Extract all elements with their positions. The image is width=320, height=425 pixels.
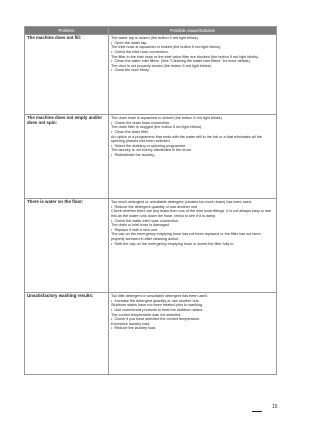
solution-bullet: • Close the door firmly.: [111, 68, 274, 73]
solution-bullet: • Check the drain hose connection.: [111, 121, 274, 126]
cause-text: The door is not properly closed (the button 5 red light blinks).: [111, 63, 212, 68]
troubleshooting-table: [24, 26, 277, 375]
cause-text: Too little detergent or unsuitable detergent has been used.: [111, 294, 208, 299]
solution-cell: [109, 115, 277, 199]
cause-text: The laundry is not evenly distributed in the drum.: [111, 148, 192, 153]
solution-bullet: • Reduce the laundry load.: [111, 326, 274, 331]
table-row: [25, 293, 277, 375]
solution-bullet: • Check the inlet hose connection.: [111, 50, 274, 55]
cause-text: Excessive laundry load.: [111, 321, 151, 326]
page-number: 15: [272, 404, 278, 410]
table-row: [25, 199, 277, 293]
solution-bullet: • Reduce the detergent quantity or use another one.: [111, 205, 274, 210]
solution-bullet: • Clean the drain filter.: [111, 130, 274, 135]
cause-text: The water tap is closed (the button 5 red light blinks).: [111, 36, 199, 41]
problem-cell: There is water on the floor:: [25, 199, 109, 293]
cause-text: The drain filter is clogged (the button 5 red light blinks).: [111, 125, 203, 130]
solution-cell: [109, 199, 277, 293]
table-row: [25, 115, 277, 199]
solution-bullet: • Redistribute the laundry.: [111, 153, 274, 158]
footer-rule: [252, 411, 262, 412]
cause-text: Check whether there are any leaks from one of the inlet hose fittings. It is not always easy to see this as the water runs down the hose; check to see if it is damp.: [111, 209, 272, 218]
problem-cell: Unsatisfactory washing results:: [25, 293, 109, 375]
cause-text: An option or a programme that ends with the water still in the tub or a that eliminates all the spinning phases has been selected.: [111, 134, 262, 144]
cause-text: The inlet hose is squashed or kinked (the button 5 red light blinks).: [111, 45, 222, 50]
solution-cell: [109, 35, 277, 115]
table-header-row: [25, 27, 277, 35]
cause-text: Too much detergent or unsuitable detergent (creates too much foam) has been used.: [111, 200, 252, 205]
cause-text: The cap on the emergency emptying hose has not been replaced or the filter has not been properly screwed in after cleaning action.: [111, 232, 261, 241]
problem-cell: The machine does not empty and/or does not spin:: [25, 115, 109, 199]
solution-bullet: • Open the water tap.: [111, 41, 274, 46]
solution-bullet: • Select the draining or spinning programme.: [111, 144, 274, 149]
solution-bullet: • Use commercial products to treat the stubborn stains.: [111, 308, 274, 313]
header-problem: Problem: [25, 27, 109, 35]
table-row: [25, 35, 277, 115]
solution-bullet: • Check the water inlet hose connection.: [111, 219, 274, 224]
header-solution: Possible cause/Solution: [109, 27, 277, 35]
cause-text: The drain or inlet hose is damaged.: [111, 223, 170, 228]
solution-bullet: • Refit the cap on the emergency emptying hose or screw the filter fully in.: [111, 242, 274, 247]
solution-bullet: • Check if you have selected the correct temperature.: [111, 317, 274, 322]
cause-text: Stubborn stains have not been treated prior to washing.: [111, 303, 204, 308]
solution-bullet: • Increase the detergent quantity or use another one.: [111, 299, 274, 304]
solution-bullet: • Clean the water inlet filters. (See "Cleaning the water inlet filters" for more details).: [111, 59, 274, 64]
problem-cell: The machine does not fill:: [25, 35, 109, 115]
cause-text: The drain hose is squashed or kinked (the button 5 red light blinks).: [111, 116, 223, 121]
cause-text: The filter in the inlet hose or the inlet valve filter are blocked (the button 5 red light blinks).: [111, 54, 260, 59]
table-body: [25, 35, 277, 375]
solution-cell: [109, 293, 277, 375]
cause-text: The correct temperature was not selected.: [111, 312, 182, 317]
solution-bullet: • Replace it with a new one.: [111, 228, 274, 233]
